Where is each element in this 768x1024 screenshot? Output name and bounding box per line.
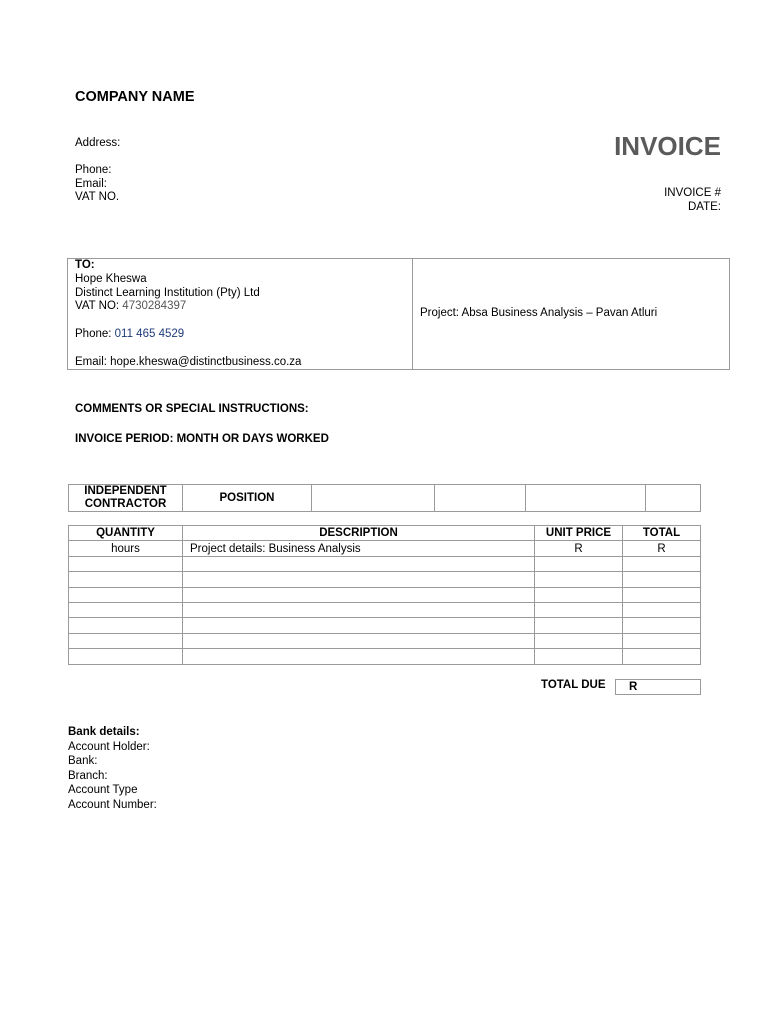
branch-label: Branch:: [68, 769, 108, 782]
company-name: COMPANY NAME: [75, 89, 195, 105]
description-cell[interactable]: [183, 649, 535, 664]
table-row: [69, 587, 701, 602]
contractor-header: [69, 485, 183, 512]
description-cell[interactable]: [183, 572, 535, 587]
account-type-label: Account Type: [68, 784, 138, 797]
table-row: [69, 541, 701, 556]
description-header: DESCRIPTION: [183, 526, 535, 541]
table-row: [69, 649, 701, 664]
invoice-meta: [664, 187, 721, 214]
client-company: Distinct Learning Institution (Pty) Ltd: [75, 286, 260, 299]
quantity-cell[interactable]: [69, 556, 183, 571]
invoice-number-label: INVOICE #: [664, 187, 721, 199]
contractor-header-line1: INDEPENDENT: [84, 485, 167, 497]
total-due-value: R: [629, 681, 638, 693]
table-row: [69, 618, 701, 633]
invoice-title: INVOICE: [614, 131, 721, 161]
table-row: [69, 633, 701, 648]
unit-price-cell[interactable]: [535, 587, 623, 602]
project-cell: [413, 259, 730, 370]
unit-price-cell[interactable]: [535, 572, 623, 587]
account-holder-label: Account Holder:: [68, 740, 150, 753]
position-header: POSITION: [183, 485, 312, 512]
contractor-cell[interactable]: [435, 485, 526, 512]
account-number-label: Account Number:: [68, 798, 157, 811]
unit-price-header: UNIT PRICE: [535, 526, 623, 541]
to-label: TO:: [75, 259, 95, 271]
contractor-cell[interactable]: [646, 485, 701, 512]
total-cell[interactable]: [623, 556, 701, 571]
line-items-header-row: [69, 526, 701, 541]
total-cell[interactable]: [623, 572, 701, 587]
total-due-field[interactable]: [615, 679, 701, 695]
quantity-cell[interactable]: hours: [69, 541, 183, 556]
total-cell[interactable]: [623, 618, 701, 633]
total-cell[interactable]: [623, 587, 701, 602]
client-vat-value: 4730284397: [122, 300, 187, 313]
total-due-label: TOTAL DUE: [541, 679, 606, 691]
bank-details: [68, 725, 157, 813]
unit-price-cell[interactable]: [535, 602, 623, 617]
quantity-cell[interactable]: [69, 587, 183, 602]
total-cell[interactable]: [623, 633, 701, 648]
quantity-cell[interactable]: [69, 618, 183, 633]
bank-label: Bank:: [68, 755, 98, 768]
contractor-table: [68, 484, 701, 512]
quantity-cell[interactable]: [69, 602, 183, 617]
description-cell[interactable]: Project details: Business Analysis: [183, 541, 535, 556]
contractor-header-line2: CONTRACTOR: [84, 498, 167, 510]
table-row: [69, 602, 701, 617]
bill-to-table: [67, 258, 730, 370]
client-email: Email: hope.kheswa@distinctbusiness.co.za: [75, 355, 302, 368]
unit-price-cell[interactable]: R: [535, 541, 623, 556]
unit-price-cell[interactable]: [535, 556, 623, 571]
email-label: Email:: [75, 177, 107, 190]
total-cell[interactable]: R: [623, 541, 701, 556]
quantity-cell[interactable]: [69, 649, 183, 664]
date-label: DATE:: [687, 200, 721, 213]
address-label: Address:: [75, 137, 121, 149]
description-cell[interactable]: [183, 587, 535, 602]
total-cell[interactable]: [623, 649, 701, 664]
bank-details-title: Bank details:: [68, 726, 140, 738]
description-cell[interactable]: [183, 556, 535, 571]
project-text: Project: Absa Business Analysis – Pavan Atluri: [420, 307, 658, 320]
invoice-period-heading: INVOICE PERIOD: MONTH OR DAYS WORKED: [75, 433, 329, 445]
client-vat: [75, 300, 412, 314]
contractor-cell[interactable]: [526, 485, 646, 512]
table-row: [69, 556, 701, 571]
comments-heading: COMMENTS OR SPECIAL INSTRUCTIONS:: [75, 403, 309, 415]
description-cell[interactable]: [183, 618, 535, 633]
quantity-cell[interactable]: [69, 572, 183, 587]
client-phone-value: 011 465 4529: [114, 327, 185, 340]
unit-price-cell[interactable]: [535, 649, 623, 664]
total-cell[interactable]: [623, 602, 701, 617]
client-name: Hope Kheswa: [75, 272, 147, 285]
vat-label: VAT NO.: [75, 191, 120, 203]
total-header: TOTAL: [623, 526, 701, 541]
phone-label: Phone:: [75, 164, 112, 176]
client-phone-label: Phone:: [75, 327, 115, 340]
description-cell[interactable]: [183, 633, 535, 648]
client-vat-label: VAT NO:: [75, 300, 123, 313]
unit-price-cell[interactable]: [535, 618, 623, 633]
table-row: [69, 572, 701, 587]
quantity-header: QUANTITY: [69, 526, 183, 541]
unit-price-cell[interactable]: [535, 633, 623, 648]
contractor-cell[interactable]: [312, 485, 435, 512]
client-phone: [75, 328, 412, 342]
quantity-cell[interactable]: [69, 633, 183, 648]
company-contact-block: [75, 164, 119, 205]
description-cell[interactable]: [183, 602, 535, 617]
bill-to-cell: [68, 259, 413, 370]
line-items-table: [68, 525, 701, 665]
